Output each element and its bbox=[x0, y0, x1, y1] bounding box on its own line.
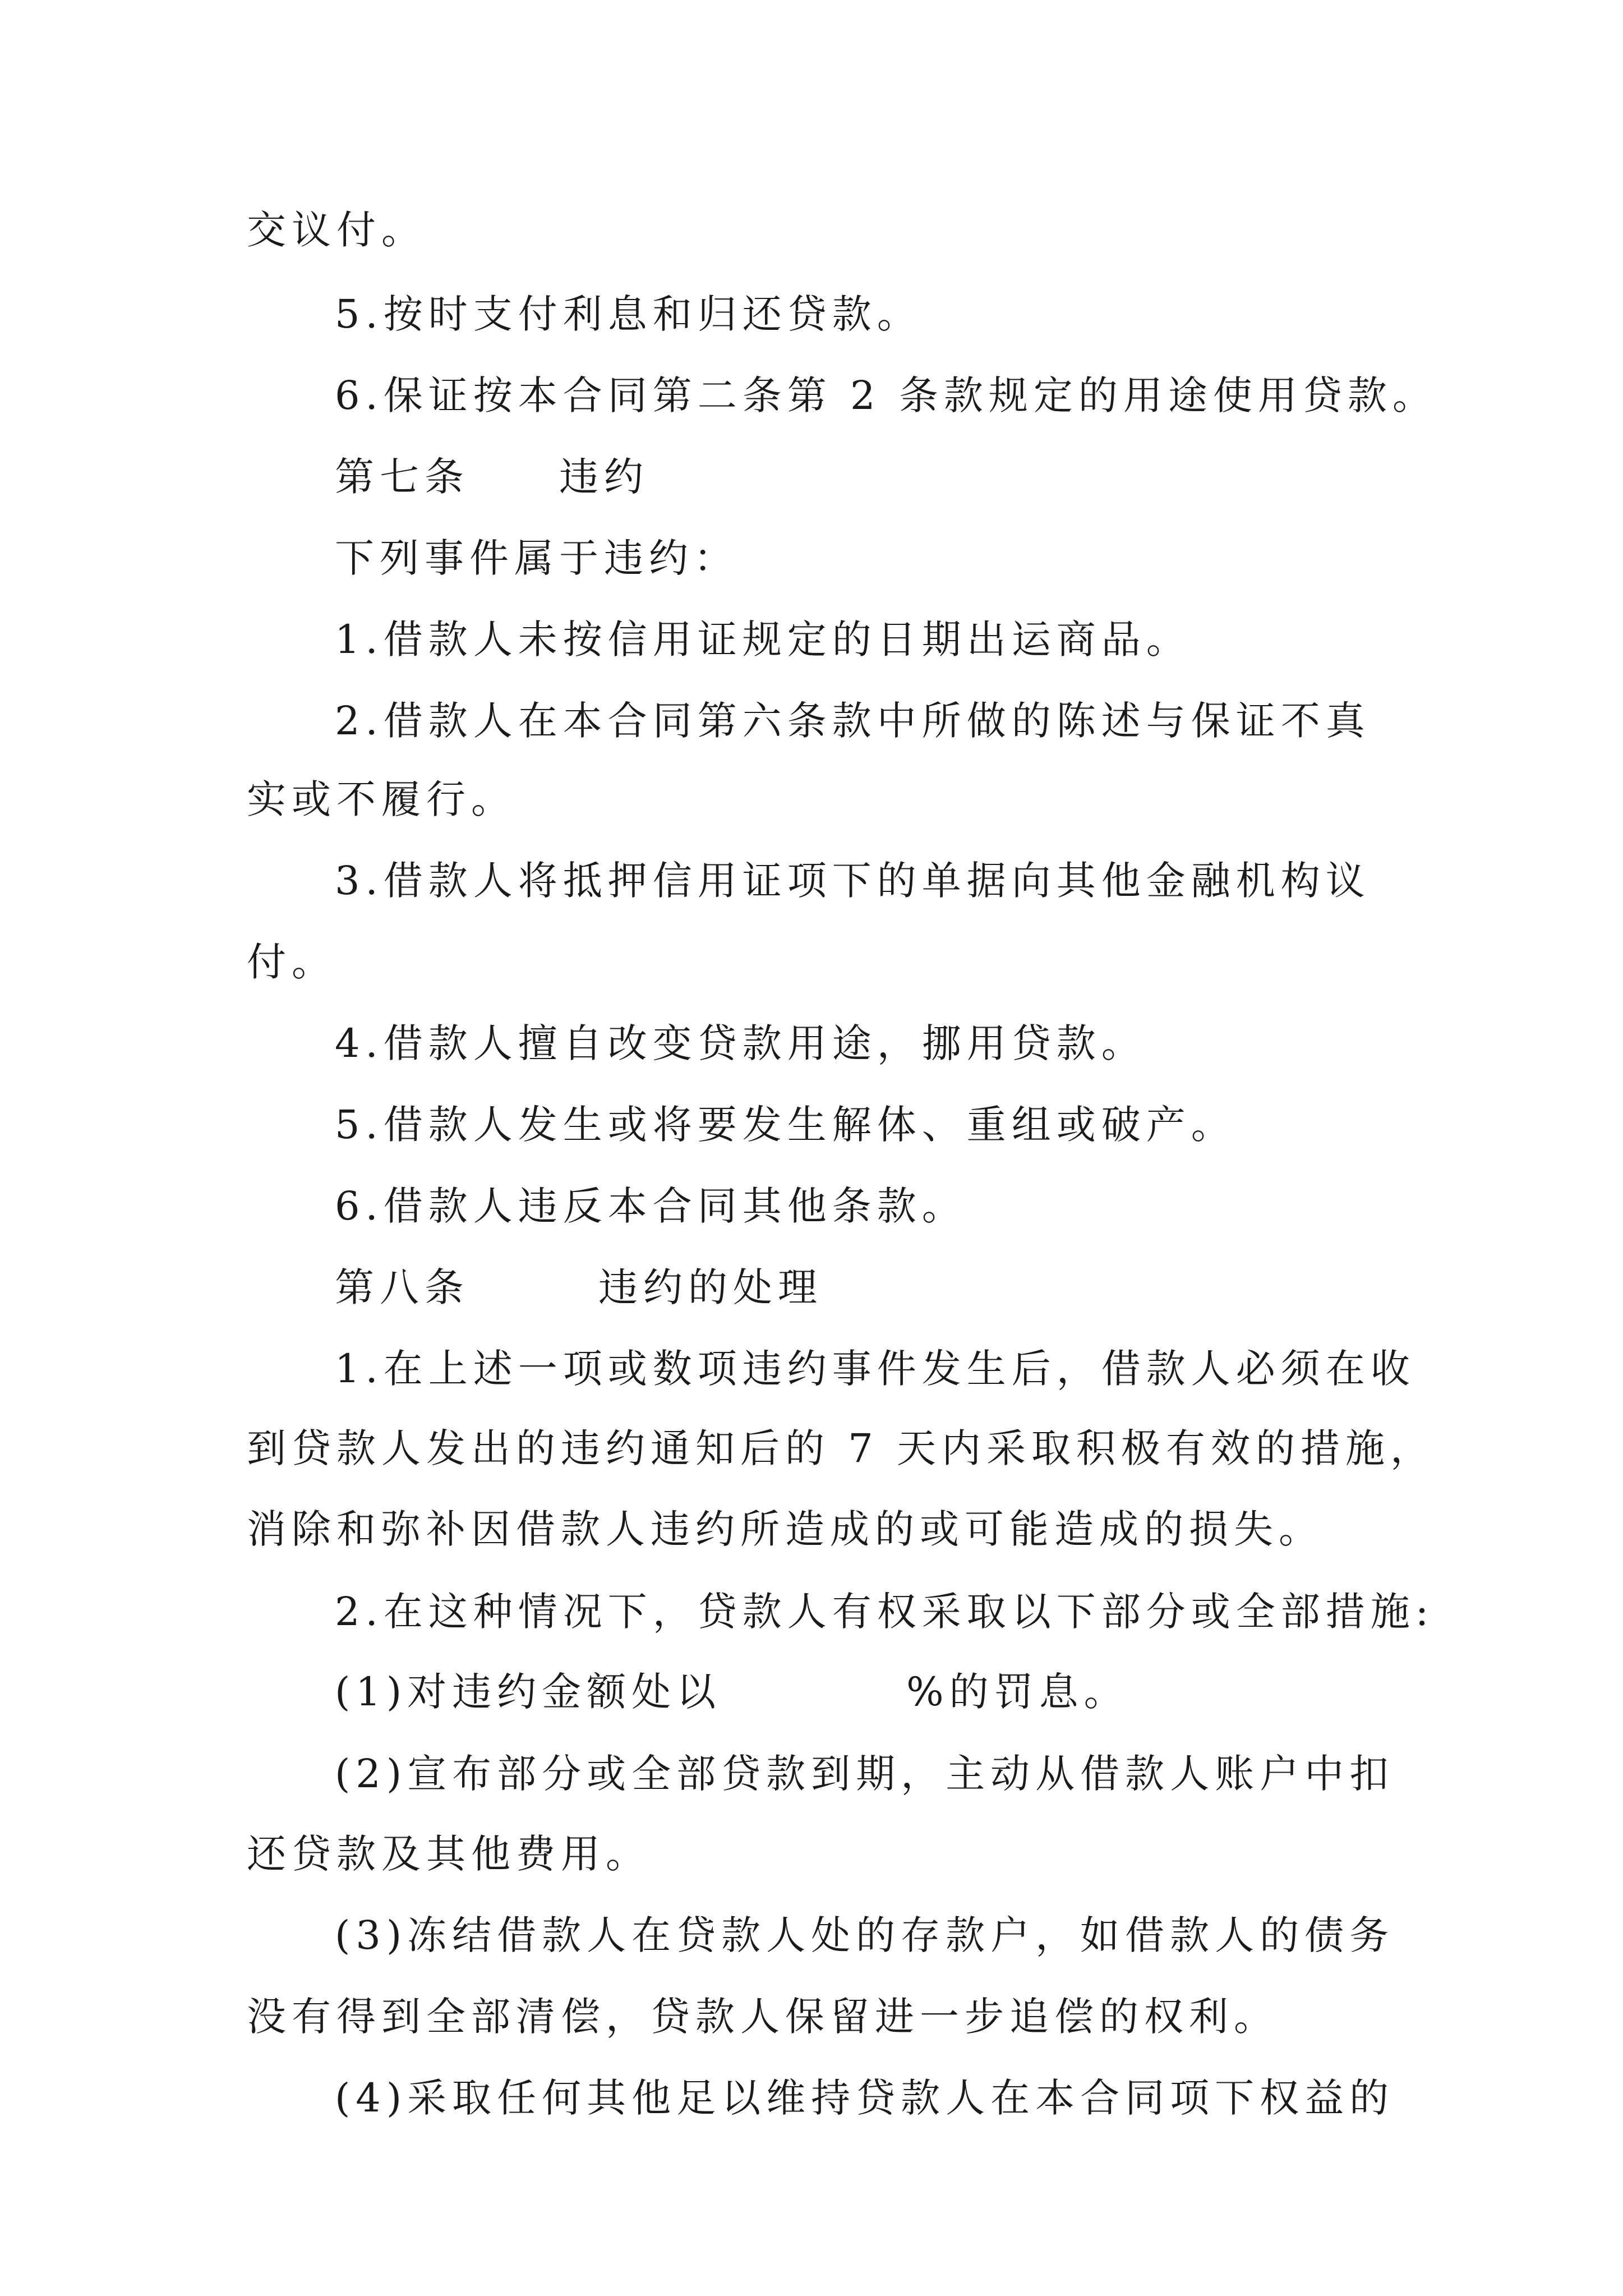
paragraph-line: 付。 bbox=[247, 939, 336, 985]
paragraph-line: 5.借款人发生或将要发生解体、重组或破产。 bbox=[335, 1102, 1236, 1148]
paragraph-line: 2.借款人在本合同第六条款中所做的陈述与保证不真 bbox=[335, 698, 1371, 744]
paragraph-line: 没有得到全部清偿，贷款人保留进一步追偿的权利。 bbox=[247, 1994, 1279, 2040]
article-title: 违约 bbox=[559, 454, 649, 500]
paragraph-line: 交议付。 bbox=[247, 207, 426, 253]
paragraph-line: (3)冻结借款人在贷款人处的存款户，如借款人的债务 bbox=[335, 1912, 1395, 1958]
paragraph-line: 3.借款人将抵押信用证项下的单据向其他金融机构议 bbox=[335, 858, 1371, 904]
paragraph-line: 5.按时支付利息和归还贷款。 bbox=[335, 291, 922, 337]
penalty-suffix: %的罚息。 bbox=[906, 1669, 1129, 1715]
paragraph-line: 消除和弥补因借款人违约所造成的或可能造成的损失。 bbox=[247, 1506, 1324, 1552]
paragraph-line: 实或不履行。 bbox=[247, 776, 516, 822]
paragraph-line: (4)采取任何其他足以维持贷款人在本合同项下权益的 bbox=[335, 2075, 1395, 2121]
paragraph-line: 到贷款人发出的违约通知后的 7 天内采取积极有效的措施， bbox=[247, 1425, 1436, 1471]
paragraph-line: 下列事件属于违约： bbox=[335, 535, 739, 581]
penalty-clause bbox=[335, 1664, 1129, 1720]
penalty-prefix: (1)对违约金额处以 bbox=[335, 1669, 722, 1715]
paragraph-line: 1.在上述一项或数项违约事件发生后，借款人必须在收 bbox=[335, 1346, 1415, 1392]
article-number: 第七条 bbox=[335, 454, 469, 500]
article-7-heading bbox=[335, 449, 649, 505]
paragraph-line: 1.借款人未按信用证规定的日期出运商品。 bbox=[335, 616, 1191, 662]
paragraph-line: 6.借款人违反本合同其他条款。 bbox=[335, 1183, 967, 1229]
paragraph-line: 6.保证按本合同第二条第 2 条款规定的用途使用贷款。 bbox=[335, 372, 1437, 418]
article-title: 违约的处理 bbox=[598, 1264, 823, 1310]
paragraph-line: 4.借款人擅自改变贷款用途，挪用贷款。 bbox=[335, 1020, 1146, 1066]
paragraph-line: 还贷款及其他费用。 bbox=[247, 1831, 651, 1877]
paragraph-line: 2.在这种情况下，贷款人有权采取以下部分或全部措施: bbox=[335, 1589, 1435, 1635]
paragraph-line: (2)宣布部分或全部贷款到期，主动从借款人账户中扣 bbox=[335, 1751, 1395, 1797]
article-number: 第八条 bbox=[335, 1264, 469, 1310]
article-8-heading bbox=[335, 1259, 823, 1315]
